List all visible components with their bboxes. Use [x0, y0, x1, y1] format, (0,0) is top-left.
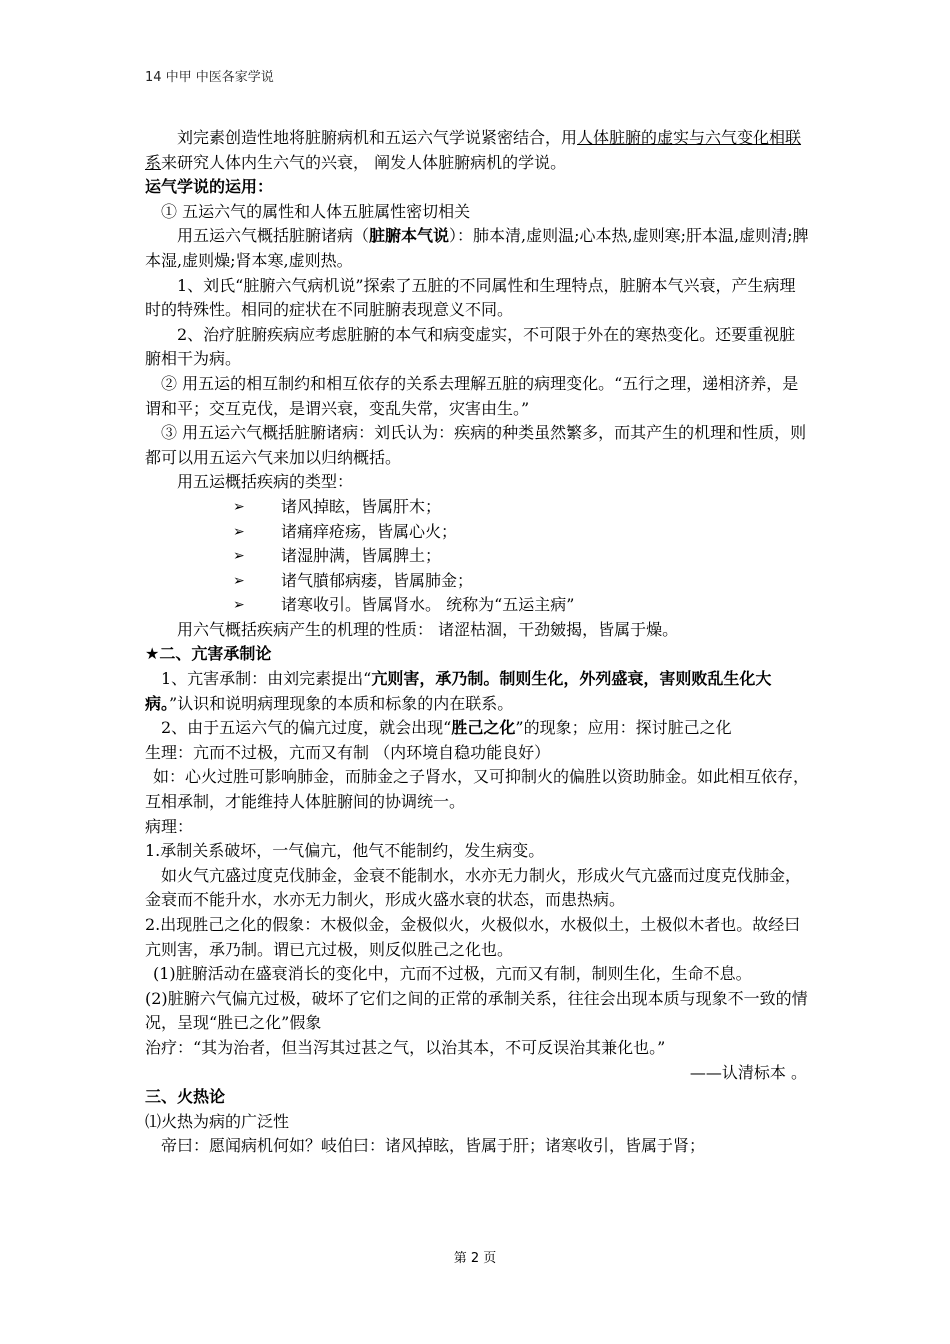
list-item-text: 诸风掉眩，皆属肝木； — [281, 496, 442, 516]
point1-post: ”认识和说明病理现象的本质和标象的内在联系。 — [169, 693, 514, 713]
sub-point1: (1)脏腑活动在盛衰消长的变化中，亢而不过极，亢而又有制，制则生化，生命不息。 — [153, 964, 752, 984]
arrow-bullet-icon: ➢ — [233, 523, 245, 540]
pathology-point2: 2.出现胜己之化的假象：木极似金，金极似火，火极似水，水极似土，土极似木者也。故经曰亢则害，承乃制。谓已亢过极，则反似胜己之化也。 — [145, 915, 801, 959]
pathology-point1: 1.承制关系破坏，一气偏亢，他气不能制约，发生病变。 — [145, 841, 545, 861]
section1-item2: ② 用五运的相互制约和相互依存的关系去理解五脏的病理变化。“五行之理，递相济养，是谓和平；交互克伐，是谓兴衰，变乱失常，灾害由生。” — [145, 373, 799, 418]
types-label: 用五运概括疾病的类型： — [177, 472, 354, 492]
list-item — [145, 544, 809, 569]
arrow-bullet-icon: ➢ — [233, 498, 245, 515]
intro-paragraph — [145, 126, 809, 175]
section1-item1: ① 五运六气的属性和人体五脏属性密切相关 — [161, 201, 471, 221]
intro-text-post: 来研究人体内生六气的兴衰， 阐发人体脏腑病机的学说。 — [161, 152, 567, 172]
benqi-paragraph — [145, 224, 809, 273]
section1-point1: 1、刘氏“脏腑六气病机说”探索了五脏的不同属性和生理特点，脏腑本气兴衰，产生病理时的特殊性。相同的症状在不同脏腑表现意义不同。 — [145, 275, 796, 320]
page-header: 14 中甲 中医各家学说 — [145, 70, 274, 85]
arrow-bullet-icon: ➢ — [233, 572, 245, 589]
physiology-line: 生理：亢而不过极，亢而又有制 （内环境自稳功能良好） — [145, 742, 551, 762]
section2-point1 — [145, 667, 809, 716]
list-item-text: 诸湿肿满，皆属脾土； — [281, 546, 442, 566]
section2-point2 — [145, 716, 809, 741]
section3-paragraph1: 帝曰：愿闻病机何如？岐伯曰：诸风掉眩，皆属于肝；诸寒收引，皆属于肾； — [161, 1136, 706, 1156]
example-paragraph: 如：心火过胜可影响肺金，而肺金之子肾水，又可抑制火的偏胜以资助肺金。如此相互依存，互相承制，才能维持人体脏腑间的协调统一。 — [145, 767, 810, 812]
benqi-pre: 用五运六气概括脏腑诸病（ — [177, 226, 370, 246]
arrow-bullet-icon: ➢ — [233, 597, 245, 614]
section1-heading: 运气学说的运用： — [145, 177, 274, 197]
liuqi-paragraph: 用六气概括疾病产生的机理的性质： 诸涩枯涸，干劲皴揭，皆属于燥。 — [177, 619, 679, 639]
list-item-text: 诸气膹郁病痿，皆属肺金； — [281, 570, 474, 590]
section1-item3: ③ 用五运六气概括脏腑诸病：刘氏认为：疾病的种类虽然繁多，而其产生的机理和性质，则都可以用五运六气来加以归纳概括。 — [145, 423, 807, 467]
benqi-post: ）：肺本清,虚则温;心本热,虚则寒;肝本温,虚则清;脾本湿,虚则燥;肾本寒,虚则热。 — [145, 226, 809, 270]
point2-pre: 2、由于五运六气的偏亢过度，就会出现“ — [161, 718, 452, 738]
section3-heading: 三、火热论 — [145, 1087, 226, 1107]
disease-type-list — [145, 495, 809, 618]
list-item — [145, 569, 809, 594]
section1-point2: 2、治疗脏腑疾病应考虑脏腑的本气和病变虚实，不可限于外在的寒热变化。还要重视脏腑相干为病。 — [145, 324, 796, 369]
intro-text-pre: 刘完素创造性地将脏腑病机和五运六气学说紧密结合，用 — [177, 128, 578, 147]
point1-pre: 1、亢害承制：由刘完素提出“ — [161, 669, 372, 689]
point1-bold: 亢则害，承乃制。制则生化，外列盛衰，害则败乱生化大病。 — [145, 669, 772, 713]
sub-point2: (2)脏腑六气偏亢过极，破坏了它们之间的正常的承制关系，往往会出现本质与现象不一致的情况，呈现“胜已之化”假象 — [145, 988, 808, 1033]
section2-heading: ★二、亢害承制论 — [145, 644, 272, 664]
intro-underlined-text: 人体脏腑的虚实与六气变化相联系 — [145, 128, 802, 172]
benqi-bold: 脏腑本气说 — [369, 226, 450, 246]
pathology-label: 病理： — [145, 816, 194, 836]
treatment-line: 治疗：“其为治者，但当泻其过甚之气，以治其本，不可反误治其兼化也。” — [145, 1037, 666, 1057]
point2-post: ”的现象；应用：探讨脏己之化 — [515, 718, 732, 738]
treatment-note: ——认清标本 。 — [689, 1062, 807, 1082]
list-item — [145, 520, 809, 545]
list-item-text: 诸痛痒疮疡，皆属心火； — [281, 521, 458, 541]
list-item — [145, 593, 809, 618]
page-number: 第 2 页 — [453, 1251, 497, 1266]
page-content — [145, 126, 809, 1159]
arrow-bullet-icon: ➢ — [233, 548, 245, 565]
section3-item1: ⑴火热为病的广泛性 — [145, 1111, 290, 1131]
pathology-example: 如火气亢盛过度克伐肺金，金衰不能制水，水亦无力制火，形成火气亢盛而过度克伐肺金，金衰而不能升水，水亦无力制火，形成火盛水衰的状态，而患热病。 — [145, 865, 802, 910]
list-item — [145, 495, 809, 520]
point2-bold: 胜己之化 — [451, 718, 516, 738]
list-item-text: 诸寒收引。皆属肾水。 统称为“五运主病” — [281, 595, 575, 615]
